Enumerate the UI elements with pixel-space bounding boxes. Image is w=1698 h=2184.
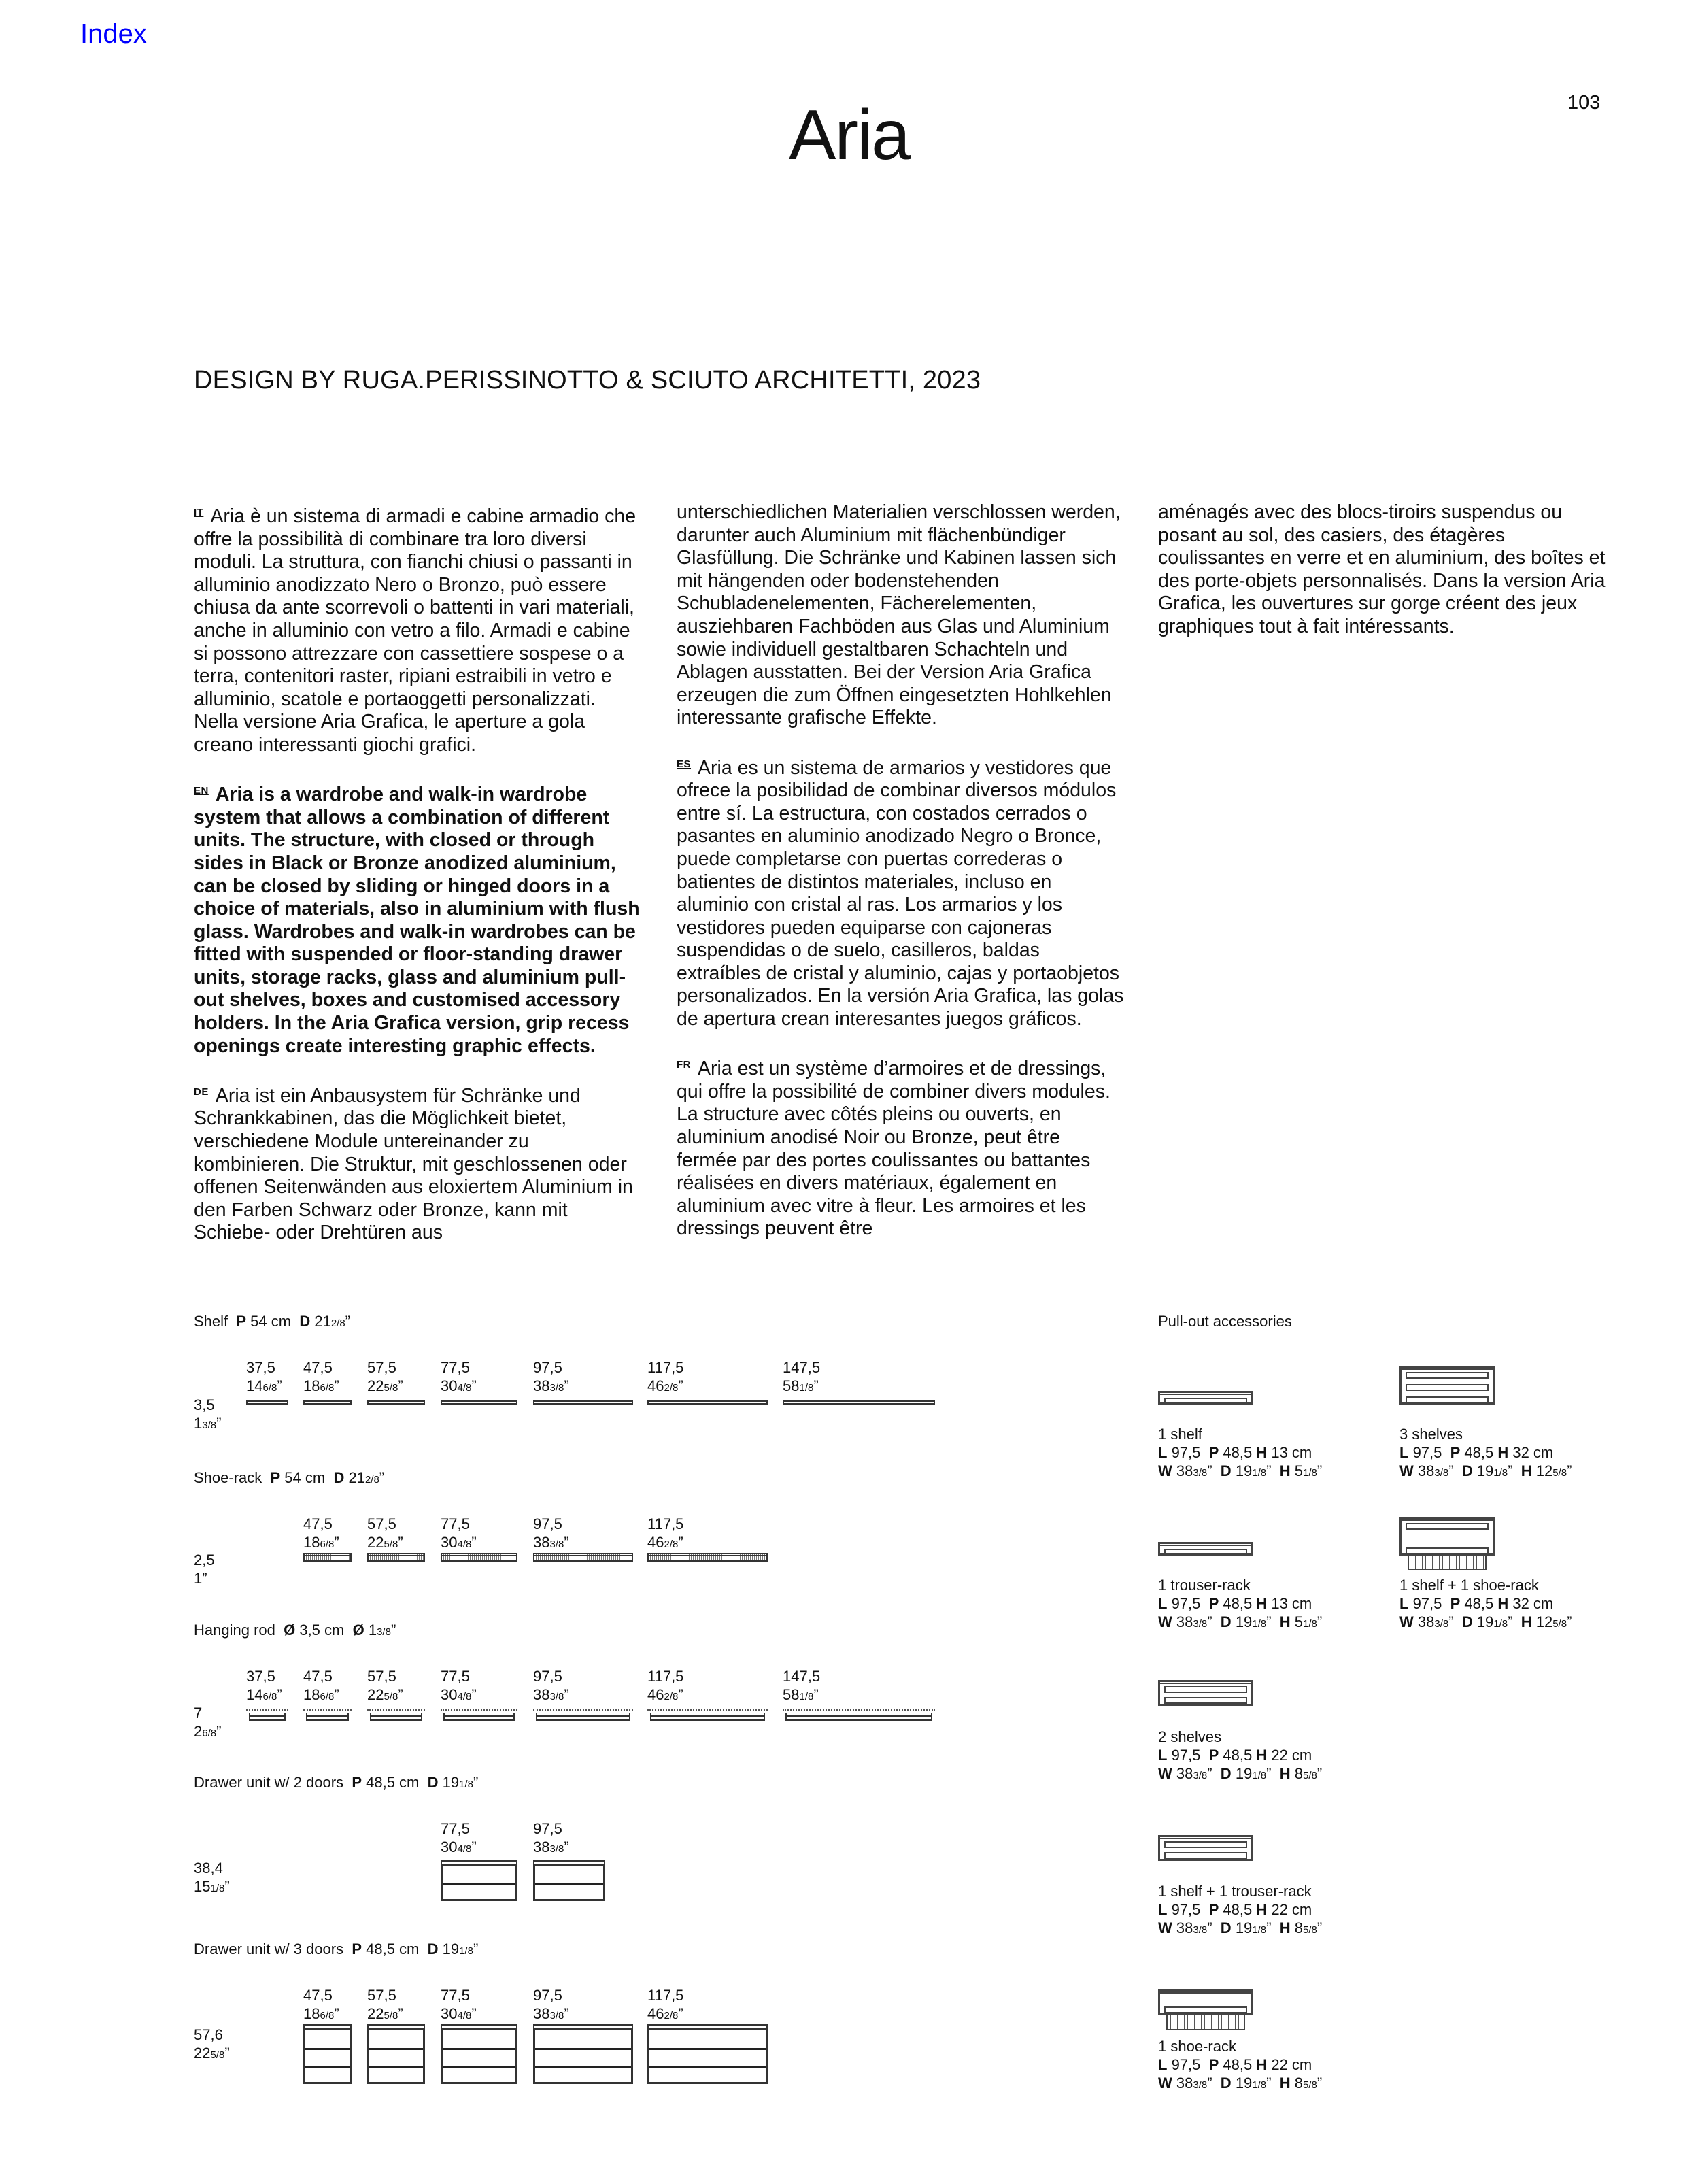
rod-dotted-line (303, 1709, 352, 1711)
drawer-top (647, 2024, 768, 2030)
height-dimension: 7 26/8” (194, 1704, 222, 1740)
drawer-unit-drawing (367, 2024, 425, 2084)
width-label: 97,5 383/8” (533, 1987, 569, 2022)
drawer-divider (535, 2066, 631, 2068)
rod-bar (785, 1713, 932, 1721)
lang-tag-en: EN (194, 785, 209, 797)
spec-title-drawer-2: Drawer unit w/ 2 doors P 48,5 cm D 191/8” (194, 1774, 479, 1791)
drawer-top (533, 1860, 605, 1866)
accessory-label: 3 shelves L 97,5 P 48,5 H 32 cm W 383/8” D 191/8” H 125/8” (1399, 1426, 1572, 1479)
accessory-item (1158, 1576, 1389, 1633)
accessory-rail (1164, 1852, 1247, 1859)
width-label: 77,5 304/8” (441, 1515, 477, 1551)
drawer-unit-drawing (533, 1860, 605, 1901)
shoe-rack-drawing (441, 1553, 517, 1562)
drawer-divider (535, 2048, 631, 2050)
rod-bar (306, 1713, 349, 1721)
width-label: 57,5 225/8” (367, 1987, 403, 2022)
rod-bar (443, 1713, 515, 1721)
width-label: 117,5 462/8” (647, 1987, 684, 2022)
width-label: 77,5 304/8” (441, 1359, 477, 1394)
accessory-label: 2 shelves L 97,5 P 48,5 H 22 cm W 383/8” D 191/8” H 85/8” (1158, 1728, 1323, 1782)
width-label: 97,5 383/8” (533, 1359, 569, 1394)
hanging-rod-drawing (441, 1709, 517, 1721)
page-number: 103 (1567, 92, 1601, 114)
description-de-text-2: unterschiedlichen Materialien verschlossen werden, darunter auch Aluminium mit flächenbündiger Glasfüllung. Die Schränke und Kabinen lassen sich mit hängenden oder bodenstehenden Schubladenelementen, Fächerelementen, ausziehbaren Fachböden aus Glas und Aluminium sowie individuell gestaltbaren Schachteln und Ablagen ausstatten. Bei der Version Aria Grafica erzeugen die zum Öffnen eingesetzten Hohlkehlen interessante grafische Effekte. (677, 501, 1121, 729)
drawer-unit-drawing (441, 2024, 517, 2084)
shelf-drawing (533, 1400, 633, 1405)
width-label: 57,5 225/8” (367, 1668, 403, 1703)
width-label: 47,5 186/8” (303, 1515, 339, 1551)
description-fr (677, 1054, 1125, 1241)
shoe-rack-drawing (303, 1553, 352, 1562)
accessory-icon (1158, 1680, 1253, 1706)
accessory-rail (1164, 1686, 1247, 1693)
width-label: 77,5 304/8” (441, 1820, 477, 1855)
shoe-rack-drawing (367, 1553, 425, 1562)
width-label: 147,5 581/8” (783, 1668, 821, 1703)
rod-dotted-line (783, 1709, 935, 1711)
width-label: 37,5 146/8” (246, 1359, 282, 1394)
drawer-divider (369, 2066, 423, 2068)
width-label: 97,5 383/8” (533, 1515, 569, 1551)
accessory-rail (1406, 1372, 1489, 1379)
drawer-divider (443, 2048, 515, 2050)
description-en-text: Aria is a wardrobe and walk-in wardrobe system that allows a combination of different units. The structure, with closed or through sides in Black or Bronze anodized aluminium, can be closed by sliding or hinged doors in a choice of materials, also in aluminium with flush glass. Wardrobes and walk-in wardrobes can be fitted with suspended or floor-standing drawer units, storage racks, glass and aluminium pull-out shelves, boxes and customised accessory holders. In the Aria Grafica version, grip recess openings create interesting graphic effects. (194, 784, 640, 1057)
shoe-rack-comb (1408, 1556, 1487, 1570)
accessory-rail (1164, 1697, 1247, 1704)
drawer-unit-drawing (303, 2024, 352, 2084)
accessory-item (1158, 1728, 1389, 1785)
shelf-drawing (441, 1400, 517, 1405)
hanging-rod-drawing (246, 1709, 288, 1721)
drawer-divider (369, 2048, 423, 2050)
width-label: 117,5 462/8” (647, 1515, 684, 1551)
description-it-text: Aria è un sistema di armadi e cabine armadio che offre la possibilità di combinare tra loro diversi moduli. La struttura, con fianchi chiusi o passanti in alluminio anodizzato Nero o Bronzo, può essere chiusa da ante scorrevoli o battenti in vari materiali, anche in alluminio con vetro a filo. Armadi e cabine si possono attrezzare con cassettiere sospese o a terra, contenitori raster, ripiani estraibili in vetro e alluminio, scatole e portaoggetti personalizzati. Nella versione Aria Grafica, le aperture a gola creano interessanti giochi grafici. (194, 505, 636, 756)
width-label: 117,5 462/8” (647, 1359, 684, 1394)
drawer-top (533, 2024, 633, 2030)
drawer-top (367, 2024, 425, 2030)
accessory-icon (1399, 1366, 1495, 1405)
width-label: 97,5 383/8” (533, 1820, 569, 1855)
accessory-label: 1 shelf + 1 shoe-rack L 97,5 P 48,5 H 32 cm W 383/8” D 191/8” H 125/8” (1399, 1577, 1572, 1630)
description-it (194, 501, 643, 757)
accessory-rail (1406, 1384, 1489, 1391)
accessory-item (1158, 1425, 1389, 1482)
accessory-rail (1164, 2006, 1247, 2013)
text-column-3 (1158, 501, 1607, 661)
accessory-label: 1 shelf + 1 trouser-rack L 97,5 P 48,5 H 22 cm W 383/8” D 191/8” H 85/8” (1158, 1883, 1323, 1936)
accessory-icon (1399, 1517, 1495, 1556)
lang-tag-it: IT (194, 507, 204, 518)
accessory-frame-top (1158, 1989, 1253, 1994)
description-es-text: Aria es un sistema de armarios y vestidores que ofrece la posibilidad de combinar diversos módulos entre sí. La estructura, con costados cerrados o pasantes en aluminio anodizado Negro o Bronce, puede completarse con puertas correderas o batientes de distintos materiales, incluso en aluminio con cristal al ras. Los armarios y los vestidores pueden equiparse con cajoneras suspendidas o de suelo, casilleros, baldas extraíbles de cristal y aluminio, cajas y portaobjetos personalizados. En la versión Aria Grafica, las golas de apertura crean interesantes juegos gráficos. (677, 756, 1124, 1030)
description-fr-continued (1158, 501, 1607, 639)
accessory-rail (1164, 1398, 1247, 1405)
shelf-drawing (783, 1400, 935, 1405)
accessory-label: 1 shoe-rack L 97,5 P 48,5 H 22 cm W 383/8” D 191/8” H 85/8” (1158, 2038, 1323, 2091)
width-label: 47,5 186/8” (303, 1359, 339, 1394)
rod-dotted-line (533, 1709, 633, 1711)
shelf-drawing (367, 1400, 425, 1405)
shoe-rack-drawing (533, 1553, 633, 1562)
shoe-rack-drawing (647, 1553, 768, 1562)
hanging-rod-drawing (783, 1709, 935, 1721)
accessory-frame-top (1158, 1542, 1253, 1546)
accessory-item (1158, 2037, 1389, 2094)
width-label: 47,5 186/8” (303, 1987, 339, 2022)
height-dimension: 3,5 13/8” (194, 1396, 222, 1432)
width-label: 77,5 304/8” (441, 1668, 477, 1703)
rod-bar (536, 1713, 630, 1721)
accessory-item (1399, 1576, 1631, 1633)
accessory-item (1399, 1425, 1631, 1482)
width-label: 57,5 225/8” (367, 1359, 403, 1394)
shelf-drawing (647, 1400, 768, 1405)
shoe-rack-comb (1166, 2015, 1245, 2030)
accessory-icon (1158, 1391, 1253, 1405)
accessory-frame-top (1158, 1391, 1253, 1395)
accessories-title: Pull-out accessories (1158, 1313, 1292, 1330)
lang-tag-de: DE (194, 1086, 209, 1098)
rod-dotted-line (367, 1709, 425, 1711)
accessory-rail (1164, 1549, 1247, 1556)
description-de-text-1: Aria ist ein Anbausystem für Schränke und Schrankkabinen, das die Möglichkeit bietet, verschiedene Module untereinander zu kombinieren. Die Struktur, mit geschlossenen oder offenen Seitenwänden aus eloxiertem Aluminium in den Farben Schwarz oder Bronze, kann mit Schiebe- oder Drehtüren aus (194, 1084, 633, 1244)
rod-bar (370, 1713, 422, 1721)
drawer-unit-drawing (441, 1860, 517, 1901)
drawer-divider (649, 2066, 766, 2068)
width-label: 37,5 146/8” (246, 1668, 282, 1703)
page-title: Aria (789, 96, 909, 175)
accessory-icon (1158, 1542, 1253, 1556)
rod-bar (650, 1713, 765, 1721)
drawer-top (441, 1860, 517, 1866)
accessory-frame-top (1399, 1517, 1495, 1521)
hanging-rod-drawing (647, 1709, 768, 1721)
drawer-divider (305, 2048, 350, 2050)
drawer-unit-drawing (533, 2024, 633, 2084)
spec-title-shoe-rack: Shoe-rack P 54 cm D 212/8” (194, 1469, 385, 1486)
height-dimension: 2,5 1” (194, 1551, 215, 1587)
text-column-1 (194, 501, 643, 1268)
hanging-rod-drawing (533, 1709, 633, 1721)
rod-dotted-line (441, 1709, 517, 1711)
hanging-rod-drawing (367, 1709, 425, 1721)
accessory-label: 1 shelf L 97,5 P 48,5 H 13 cm W 383/8” D 191/8” H 51/8” (1158, 1426, 1323, 1479)
height-dimension: 38,4 151/8” (194, 1860, 230, 1895)
drawer-unit-drawing (647, 2024, 768, 2084)
index-link[interactable]: Index (80, 19, 147, 49)
description-fr-text-1: Aria est un système d’armoires et de dressings, qui offre la possibilité de combiner divers modules. La structure avec côtés pleins ou ouverts, en aluminium anodisé Noir ou Bronze, peut être fermée par des portes coulissantes ou battantes réalisées en divers matériaux, également en aluminium avec vitre à fleur. Les armoires et les dressings peuvent être (677, 1058, 1110, 1240)
accessory-item (1158, 1882, 1389, 1939)
drawer-divider (305, 2066, 350, 2068)
description-fr-text-2: aménagés avec des blocs-tiroirs suspendus ou posant au sol, des casiers, des étagères coulissantes en verre et en aluminium, des boîtes et des porte-objets personnalisés. Dans la version Aria Grafica, les ouvertures sur gorge créent des jeux graphiques tout à fait intéressants. (1158, 501, 1606, 637)
spec-title-shelf: Shelf P 54 cm D 212/8” (194, 1313, 350, 1330)
rod-dotted-line (246, 1709, 288, 1711)
width-label: 97,5 383/8” (533, 1668, 569, 1703)
accessory-label: 1 trouser-rack L 97,5 P 48,5 H 13 cm W 383/8” D 191/8” H 51/8” (1158, 1577, 1323, 1630)
width-label: 117,5 462/8” (647, 1668, 684, 1703)
designer-credit: DESIGN BY RUGA.PERISSINOTTO & SCIUTO ARCHITETTI, 2023 (194, 366, 981, 394)
accessory-frame-top (1158, 1835, 1253, 1839)
height-dimension: 57,6 225/8” (194, 2026, 230, 2062)
text-column-2 (677, 501, 1125, 1264)
spec-title-drawer-3: Drawer unit w/ 3 doors P 48,5 cm D 191/8” (194, 1941, 479, 1958)
accessory-icon (1158, 1835, 1253, 1861)
accessory-rail (1406, 1523, 1489, 1530)
drawer-divider (443, 1883, 515, 1885)
description-en (194, 779, 643, 1058)
width-label: 47,5 186/8” (303, 1668, 339, 1703)
spec-title-hanging-rod: Hanging rod Ø 3,5 cm Ø 13/8” (194, 1622, 396, 1639)
width-label: 77,5 304/8” (441, 1987, 477, 2022)
rod-bar (249, 1713, 286, 1721)
description-es (677, 753, 1125, 1031)
accessory-rail (1406, 1547, 1489, 1554)
accessory-rail (1406, 1396, 1489, 1403)
width-label: 147,5 581/8” (783, 1359, 821, 1394)
drawer-top (441, 2024, 517, 2030)
drawer-divider (443, 2066, 515, 2068)
drawer-divider (535, 1883, 603, 1885)
drawer-divider (649, 2048, 766, 2050)
hanging-rod-drawing (303, 1709, 352, 1721)
description-de-continued (677, 501, 1125, 730)
width-label: 57,5 225/8” (367, 1515, 403, 1551)
accessory-icon (1158, 1989, 1253, 2015)
rod-dotted-line (647, 1709, 768, 1711)
accessory-frame-top (1158, 1680, 1253, 1684)
accessory-rail (1164, 1841, 1247, 1848)
shelf-drawing (246, 1400, 288, 1405)
description-de (194, 1081, 643, 1245)
accessory-frame-top (1399, 1366, 1495, 1370)
lang-tag-fr: FR (677, 1059, 691, 1071)
drawer-top (303, 2024, 352, 2030)
lang-tag-es: ES (677, 758, 692, 770)
shelf-drawing (303, 1400, 352, 1405)
